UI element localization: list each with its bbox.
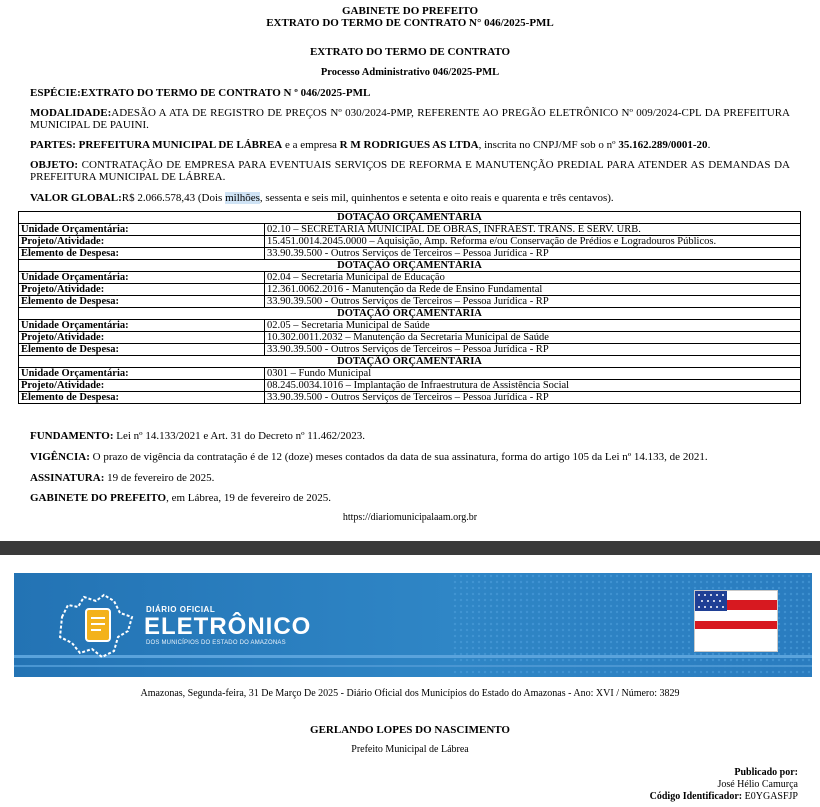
dotacao-heading: DOTAÇÃO ORÇAMENTÁRIA [19, 308, 801, 320]
site-url[interactable]: https://diariomunicipalaam.org.br [342, 512, 478, 523]
fundamento-line [30, 430, 790, 442]
table-row [19, 272, 801, 284]
partes-end: . [707, 139, 711, 151]
row-key: Projeto/Atividade: [19, 284, 265, 296]
dotacao-heading-row [19, 308, 801, 320]
dotacao-heading: DOTAÇÃO ORÇAMENTÁRIA [19, 212, 801, 224]
amazonas-map-icon [54, 587, 138, 665]
objeto-paragraph [30, 159, 790, 183]
row-key: Elemento de Despesa: [19, 392, 265, 404]
partes-cnpj-text: , inscrita no CNPJ/MF sob o nº [478, 139, 619, 151]
assinatura-value: 19 de fevereiro de 2025. [104, 472, 215, 484]
row-value: 0301 – Fundo Municipal [265, 368, 801, 380]
table-row [19, 368, 801, 380]
table-row [19, 236, 801, 248]
row-key: Elemento de Despesa: [19, 344, 265, 356]
fundamento-value: Lei nº 14.133/2021 e Art. 31 do Decreto nº 11.462/2023. [113, 430, 365, 442]
valor-highlight: milhões [225, 192, 260, 204]
office-heading: GABINETE DO PREFEITO [341, 5, 479, 17]
table-row [19, 320, 801, 332]
modalidade-label: MODALIDADE: [30, 107, 112, 119]
table-row [19, 284, 801, 296]
row-value: 02.04 – Secretaria Municipal de Educação [265, 272, 801, 284]
row-value: 02.05 – Secretaria Municipal de Saúde [265, 320, 801, 332]
valor-post: , sessenta e seis mil, quinhentos e setenta e oito reais e quarenta e três centavos). [259, 192, 614, 204]
flag-canton [695, 591, 727, 611]
row-value: 10.302.0011.2032 – Manutenção da Secretaria Municipal de Saúde [265, 332, 801, 344]
diario-banner [14, 573, 812, 677]
modalidade-paragraph [30, 107, 790, 131]
assinatura-line [30, 472, 790, 484]
dotacao-heading: DOTAÇÃO ORÇAMENTÁRIA [19, 356, 801, 368]
row-key: Unidade Orçamentária: [19, 320, 265, 332]
table-row [19, 248, 801, 260]
especie-line: ESPÉCIE:EXTRATO DO TERMO DE CONTRATO N º 046/2025-PML [30, 87, 371, 99]
row-value: 02.10 – SECRETARIA MUNICIPAL DE OBRAS, INFRAEST. TRANS. E SERV. URB. [265, 224, 801, 236]
code-value: E0YGASFJP [744, 791, 798, 802]
partes-company: R M RODRIGUES AS LTDA [339, 139, 479, 151]
process-number: Processo Administrativo 046/2025-PML [320, 67, 500, 78]
dateline: Amazonas, Segunda-feira, 31 De Março De 2025 - Diário Oficial dos Municípios do Estado do Amazonas - Ano: XVI / Número: 3829 [140, 688, 680, 699]
row-value: 33.90.39.500 - Outros Serviços de Terceiros – Pessoa Jurídica - RP [265, 248, 801, 260]
table-row [19, 392, 801, 404]
partes-cnpj: 35.162.289/0001-20 [618, 139, 708, 151]
modalidade-value: ADESÃO A ATA DE REGISTRO DE PREÇOS Nº 030/2024-PMP, REFERENTE AO PREGÃO ELETRÔNICO Nº 009/2024-CPL DA PREFEITURA MUNICIPAL DE PAUINI. [30, 107, 790, 131]
row-value: 33.90.39.500 - Outros Serviços de Terceiros – Pessoa Jurídica - RP [265, 296, 801, 308]
objeto-value: CONTRATAÇÃO DE EMPRESA PARA EVENTUAIS SERVIÇOS DE REFORMA E MANUTENÇÃO PREDIAL PARA ATENDER AS DEMANDAS DA PREFEITURA MUNICIPAL DE LÁBREA. [30, 159, 790, 183]
row-key: Projeto/Atividade: [19, 380, 265, 392]
extract-title: EXTRATO DO TERMO DE CONTRATO N° 046/2025-PML [266, 17, 554, 29]
partes-label: PARTES: [30, 139, 76, 151]
fundamento-label: FUNDAMENTO: [30, 430, 114, 442]
flag-stripe [695, 621, 777, 629]
dotacao-heading-row [19, 212, 801, 224]
dotacao-heading: DOTAÇÃO ORÇAMENTÁRIA [19, 260, 801, 272]
table-row [19, 296, 801, 308]
partes-paragraph [30, 139, 790, 151]
code-label: Código Identificador: [649, 791, 743, 802]
gabinete-value: , em Lábrea, 19 de fevereiro de 2025. [166, 492, 332, 504]
partes-mid: e a empresa [282, 139, 340, 151]
table-row [19, 380, 801, 392]
published-label: Publicado por: [734, 767, 798, 778]
partes-org: PREFEITURA MUNICIPAL DE LÁBREA [78, 139, 283, 151]
banner-subtitle: DOS MUNICÍPIOS DO ESTADO DO AMAZONAS [146, 640, 286, 646]
table-row [19, 344, 801, 356]
row-value: 08.245.0034.1016 – Implantação de Infraestrutura de Assistência Social [265, 380, 801, 392]
signer-name: GERLANDO LOPES DO NASCIMENTO [310, 724, 510, 736]
valor-pre: R$ 2.066.578,43 (Dois [121, 192, 226, 204]
row-value: 33.90.39.500 - Outros Serviços de Terceiros – Pessoa Jurídica - RP [265, 344, 801, 356]
table-row [19, 224, 801, 236]
row-key: Projeto/Atividade: [19, 332, 265, 344]
dotacao-table [18, 211, 801, 404]
row-value: 12.361.0062.2016 - Manutenção da Rede de Ensino Fundamental [265, 284, 801, 296]
vigencia-line [30, 451, 790, 463]
section-title: EXTRATO DO TERMO DE CONTRATO [309, 46, 511, 58]
banner-big-title: ELETRÔNICO [144, 613, 312, 640]
row-key: Elemento de Despesa: [19, 296, 265, 308]
published-by: José Hélio Camurça [717, 779, 798, 790]
gabinete-line [30, 492, 790, 504]
row-key: Elemento de Despesa: [19, 248, 265, 260]
valor-paragraph [30, 192, 790, 204]
banner-wave [14, 665, 812, 667]
gabinete-label: GABINETE DO PREFEITO [30, 492, 167, 504]
assinatura-label: ASSINATURA: [30, 472, 105, 484]
valor-label: VALOR GLOBAL: [30, 192, 122, 204]
row-key: Unidade Orçamentária: [19, 272, 265, 284]
dotacao-heading-row [19, 356, 801, 368]
amazonas-flag-icon [694, 590, 778, 652]
row-key: Unidade Orçamentária: [19, 368, 265, 380]
vigencia-value: O prazo de vigência da contratação é de 12 (doze) meses contados da data de sua assinatura, forma do artigo 105 da Lei nº 14.133, de 2021. [89, 451, 708, 463]
banner-small-title: DIÁRIO OFICIAL [146, 605, 216, 614]
table-row [19, 332, 801, 344]
signer-role: Prefeito Municipal de Lábrea [351, 744, 469, 755]
row-key: Unidade Orçamentária: [19, 224, 265, 236]
row-key: Projeto/Atividade: [19, 236, 265, 248]
identifier-line [650, 791, 798, 803]
vigencia-label: VIGÊNCIA: [30, 451, 90, 463]
page-divider [0, 541, 820, 555]
flag-stripe [695, 629, 777, 651]
dotacao-heading-row [19, 260, 801, 272]
objeto-label: OBJETO: [30, 159, 79, 171]
row-value: 15.451.0014.2045.0000 – Aquisição, Amp. Reforma e/ou Conservação de Prédios e Logradouros Públicos. [265, 236, 801, 248]
row-value: 33.90.39.500 - Outros Serviços de Terceiros – Pessoa Jurídica - RP [265, 392, 801, 404]
